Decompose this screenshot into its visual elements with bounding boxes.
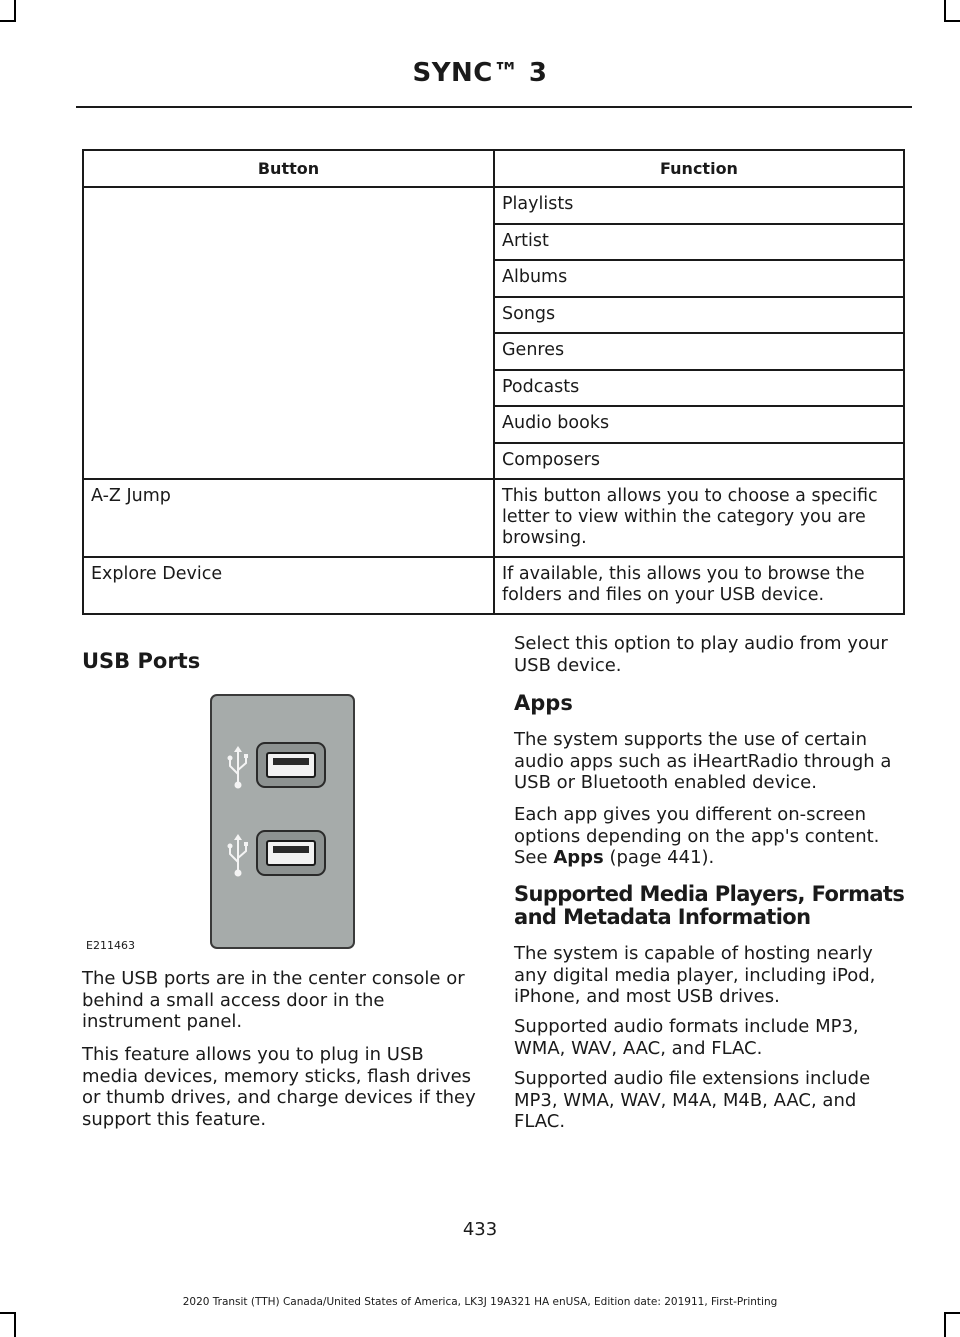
crop-mark — [944, 1312, 960, 1314]
figure-code: E211463 — [86, 939, 135, 952]
apps-page-link[interactable]: Apps — [553, 847, 604, 868]
table-row — [83, 187, 904, 224]
supported-media-heading: Supported Media Players, Formats and Metadata Information — [514, 882, 905, 929]
apps-paragraph-2-text: Each app gives you different on-screen options depending on the app's content. See — [514, 804, 880, 868]
table-row — [83, 557, 904, 614]
table-row — [83, 479, 904, 557]
usb-port-icon — [256, 830, 326, 876]
crop-mark — [0, 20, 16, 22]
apps-page-reference: (page 441). — [609, 847, 715, 868]
crop-mark — [944, 1312, 946, 1337]
apps-heading: Apps — [514, 691, 573, 715]
table-cell-function: This button allows you to choose a specific letter to view within the category you are browsing. — [494, 479, 904, 557]
page-header-title: SYNC™ 3 — [412, 58, 548, 88]
crop-mark — [944, 20, 960, 22]
crop-mark — [14, 1312, 16, 1337]
table-cell-button: A-Z Jump — [83, 479, 494, 557]
usb-ports-heading: USB Ports — [82, 649, 201, 673]
table-cell-function: Albums — [494, 260, 904, 297]
crop-mark — [14, 0, 16, 22]
table-header-row — [83, 150, 904, 187]
apps-paragraph-1: The system supports the use of certain audio apps such as iHeartRadio through a USB or Bluetooth enabled device. — [514, 729, 892, 793]
table-cell-button-empty — [83, 187, 494, 479]
table-header-function: Function — [494, 150, 904, 187]
table-cell-function: Playlists — [494, 187, 904, 224]
usb-port-icon — [256, 742, 326, 788]
table-header-button: Button — [83, 150, 494, 187]
usb-paragraph-2: This feature allows you to plug in USB media devices, memory sticks, flash drives or thumb drives, and charge devices if they support this feature. — [82, 1044, 476, 1130]
table-cell-function: Songs — [494, 297, 904, 334]
usb-icon — [226, 834, 250, 878]
function-table — [82, 149, 905, 615]
supported-paragraph-2: Supported audio formats include MP3, WMA, WAV, AAC, and FLAC. — [514, 1016, 859, 1059]
apps-paragraph-2 — [514, 804, 910, 869]
crop-mark — [0, 1312, 16, 1314]
crop-mark — [944, 0, 946, 22]
table-cell-function: Composers — [494, 443, 904, 480]
supported-paragraph-1: The system is capable of hosting nearly any digital media player, including iPod, iPhone, and most USB drives. — [514, 943, 876, 1007]
table-cell-button: Explore Device — [83, 557, 494, 614]
table-cell-function: Audio books — [494, 406, 904, 443]
header-divider — [76, 106, 912, 108]
page-footer: 2020 Transit (TTH) Canada/United States of America, LK3J 19A321 HA enUSA, Edition date: 201911, First-Printing — [182, 1296, 778, 1308]
table-cell-function: Podcasts — [494, 370, 904, 407]
usb-ports-illustration — [210, 694, 355, 949]
supported-paragraph-3: Supported audio file extensions include MP3, WMA, WAV, M4A, M4B, AAC, and FLAC. — [514, 1068, 871, 1132]
page-number: 433 — [462, 1219, 498, 1240]
table-cell-function: If available, this allows you to browse the folders and files on your USB device. — [494, 557, 904, 614]
table-cell-function: Artist — [494, 224, 904, 261]
table-cell-function: Genres — [494, 333, 904, 370]
usb-icon — [226, 746, 250, 790]
usb-paragraph-1: The USB ports are in the center console or behind a small access door in the instrument panel. — [82, 968, 465, 1032]
usb-intro-paragraph: Select this option to play audio from your USB device. — [514, 633, 888, 676]
